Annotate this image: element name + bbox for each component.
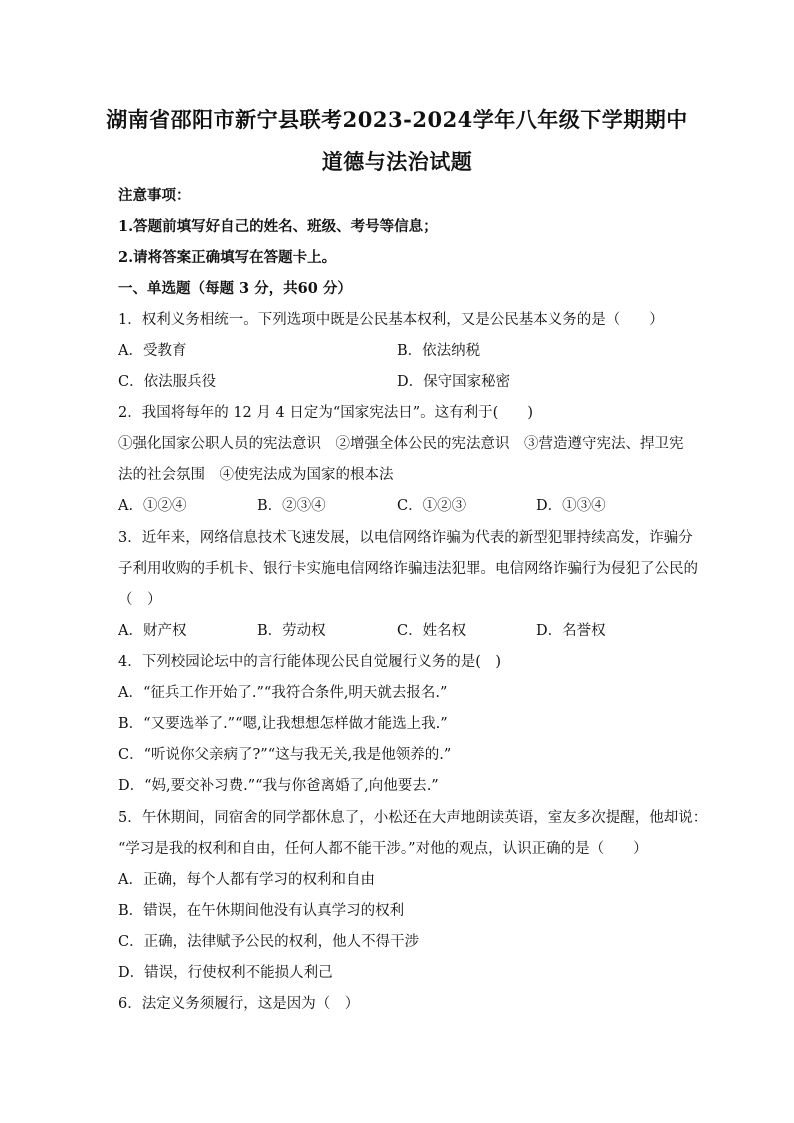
question-5-option-b: B．错误，在午休期间他没有认真学习的权利 — [118, 903, 405, 919]
question-4-stem: 4．下列校园论坛中的言行能体现公民自觉履行义务的是( ) — [118, 654, 502, 670]
question-3-option-b: B．劳动权 — [257, 623, 326, 639]
question-2-option-d: D．①③④ — [536, 498, 606, 514]
exam-title-line-1: 湖南省邵阳市新宁县联考2023-2024学年八年级下学期期中 — [106, 107, 688, 132]
question-3-option-a: A．财产权 — [118, 623, 187, 639]
note-2: 2.请将答案正确填写在答题卡上。 — [118, 249, 337, 266]
question-2-option-a: A．①②④ — [118, 498, 187, 514]
exam-title-line-2: 道德与法治试题 — [321, 149, 473, 174]
question-1-stem: 1．权利义务相统一。下列选项中既是公民基本权利，又是公民基本义务的是（ ） — [118, 312, 664, 328]
question-4-option-c: C．“听说你父亲病了?”“这与我无关,我是他领养的.” — [118, 747, 452, 763]
question-2-option-b: B．②③④ — [257, 498, 326, 514]
question-3-option-c: C．姓名权 — [397, 623, 467, 639]
question-5-option-a: A．正确，每个人都有学习的权利和自由 — [118, 872, 375, 888]
question-5-stem-line-2: “学习是我的权利和自由，任何人都不能干涉。”对他的观点，认识正确的是（ ） — [118, 841, 648, 857]
question-1-option-a: A．受教育 — [118, 343, 187, 359]
question-1-option-b: B．依法纳税 — [397, 343, 481, 359]
question-3-option-d: D．名誉权 — [536, 623, 606, 639]
question-2-items-line-1: ①强化国家公职人员的宪法意识 ②增强全体公民的宪法意识 ③营造遵守宪法、捍卫宪 — [118, 436, 684, 452]
notes-heading: 注意事项： — [118, 187, 191, 204]
note-1: 1.答题前填写好自己的姓名、班级、考号等信息； — [118, 218, 438, 235]
question-5-option-c: C．正确，法律赋予公民的权利，他人不得干涉 — [118, 934, 420, 950]
question-3-stem-line-1: 3．近年来，网络信息技术飞速发展，以电信网络诈骗为代表的新型犯罪持续高发，诈骗分 — [118, 530, 693, 546]
question-6-stem: 6．法定义务须履行，这是因为（ ） — [118, 996, 360, 1012]
question-2-option-c: C．①②③ — [397, 498, 467, 514]
question-4-option-d: D．“妈,要交补习费.”“我与你爸离婚了,向他要去.” — [118, 778, 439, 794]
question-1-option-d: D．保守国家秘密 — [397, 374, 511, 390]
question-2-stem: 2．我国将每年的 12 月 4 日定为“国家宪法日”。这有利于( ) — [118, 405, 533, 421]
question-1-option-c: C．依法服兵役 — [118, 374, 217, 390]
question-5-stem-line-1: 5．午休期间，同宿舍的同学都休息了，小松还在大声地朗读英语，室友多次提醒，他却说： — [118, 810, 708, 826]
question-2-items-line-2: 法的社会氛围 ④使宪法成为国家的根本法 — [118, 467, 394, 483]
question-4-option-b: B．“又要选举了.”“嗯,让我想想怎样做才能选上我.” — [118, 716, 448, 732]
section-heading-single-choice: 一、单选题（每题 3 分，共60 分） — [118, 280, 352, 297]
question-5-option-d: D．错误，行使权利不能损人利己 — [118, 965, 333, 981]
question-3-stem-line-2: 子利用收购的手机卡、银行卡实施电信网络诈骗违法犯罪。电信网络诈骗行为侵犯了公民的 — [118, 561, 698, 577]
question-3-stem-line-3: （ ） — [118, 592, 162, 608]
question-4-option-a: A．“征兵工作开始了.”“我符合条件,明天就去报名.” — [118, 685, 448, 701]
